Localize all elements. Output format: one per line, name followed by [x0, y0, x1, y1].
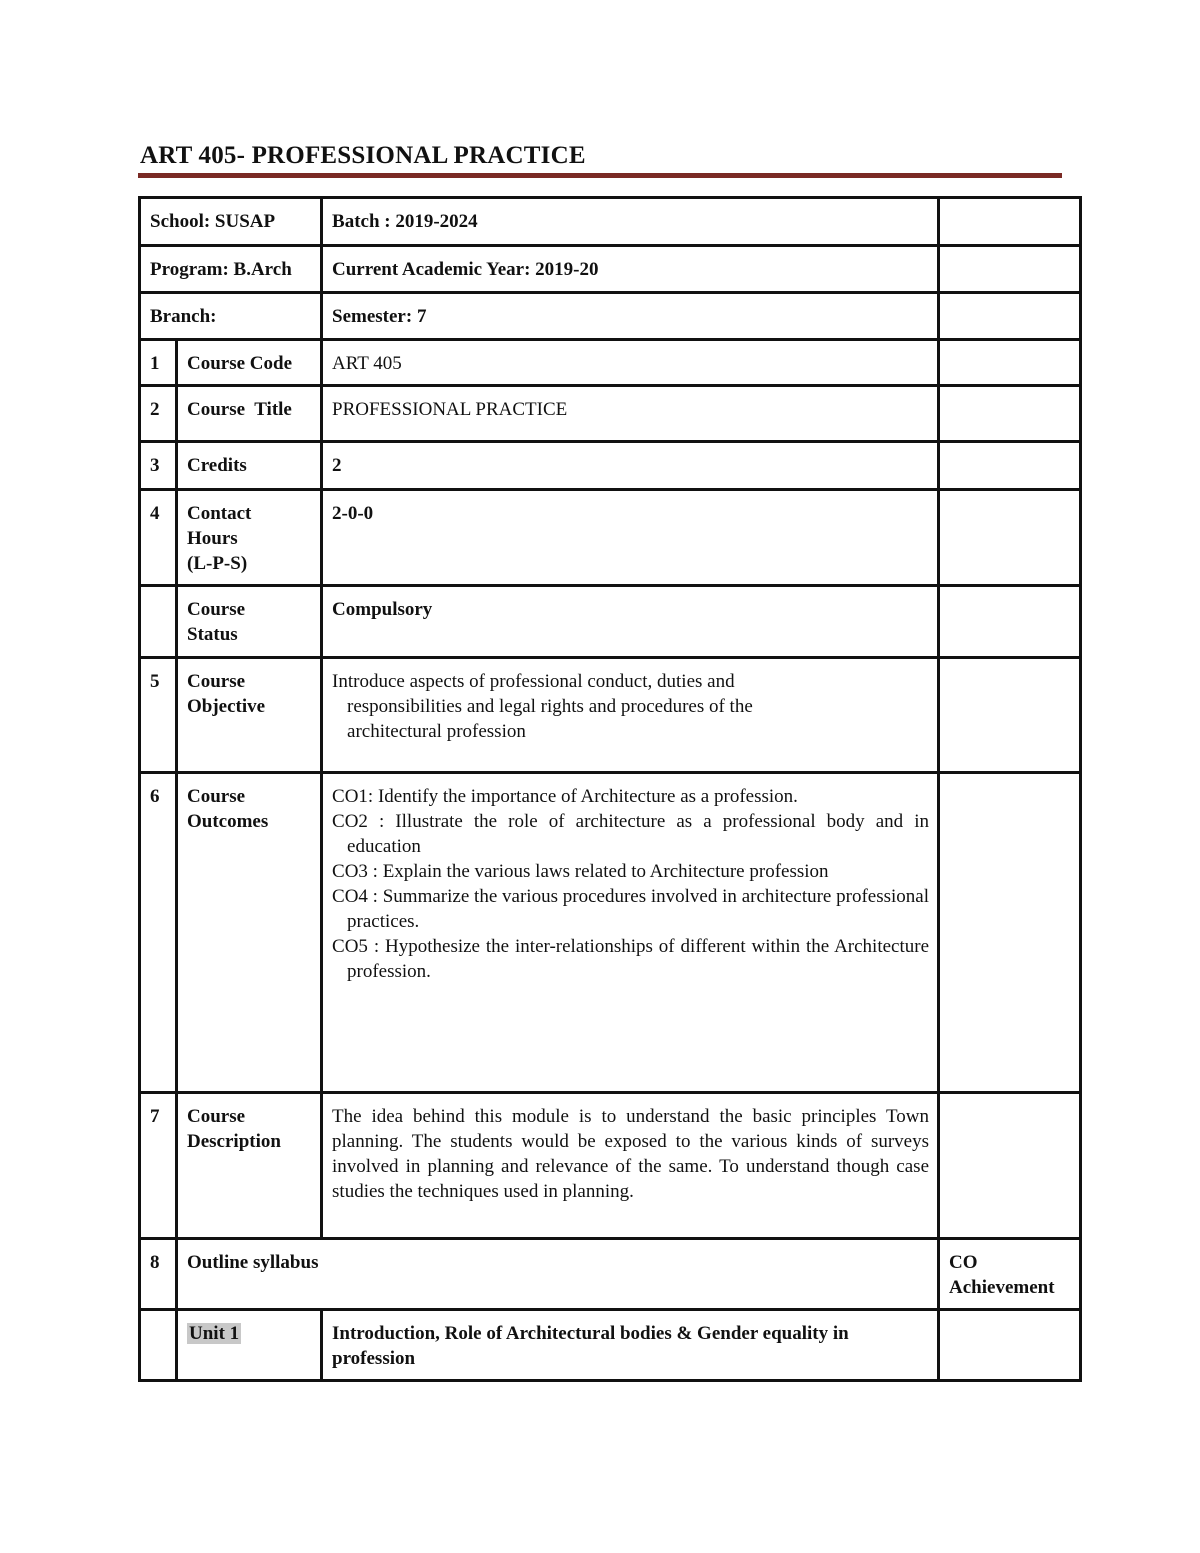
- row-course-code: [140, 340, 1081, 386]
- row-school: [140, 198, 1081, 246]
- row-course-status: [140, 586, 1081, 658]
- program-cell: Program: B.Arch: [140, 246, 322, 293]
- row-label: Credits: [177, 442, 322, 490]
- outcome-item: CO4 : Summarize the various procedures involved in architecture professional practices.: [332, 886, 930, 932]
- row-number: 6: [140, 773, 177, 1093]
- row-credits: [140, 442, 1081, 490]
- unit-title: Introduction, Role of Architectural bodies & Gender equality in profession: [322, 1310, 939, 1381]
- course-status-value: Compulsory: [322, 586, 939, 658]
- label-line: Outcomes: [187, 811, 269, 832]
- co-cell-empty: [939, 1310, 1081, 1381]
- co-achievement-header: [939, 1239, 1081, 1310]
- label-line: Course: [187, 671, 246, 692]
- row-course-objective: [140, 658, 1081, 773]
- co-cell-empty: [939, 246, 1081, 293]
- unit-label: Unit 1: [189, 1323, 240, 1344]
- syllabus-table: [138, 196, 1082, 1382]
- outline-syllabus-label: Outline syllabus: [177, 1239, 939, 1310]
- co-cell-empty: [939, 586, 1081, 658]
- co-cell-empty: [939, 773, 1081, 1093]
- row-number: 5: [140, 658, 177, 773]
- contact-hours-value: 2-0-0: [322, 490, 939, 586]
- row-contact-hours: [140, 490, 1081, 586]
- label-line: Contact: [187, 503, 252, 524]
- row-outline-syllabus: [140, 1239, 1081, 1310]
- course-objective-value: [322, 658, 939, 773]
- school-cell: School: SUSAP: [140, 198, 322, 246]
- label-line: (L-P-S): [187, 553, 248, 574]
- label-line: Hours: [187, 528, 238, 549]
- label-line: Status: [187, 624, 238, 645]
- co-cell-empty: [939, 442, 1081, 490]
- co-cell-empty: [939, 386, 1081, 442]
- page-title: ART 405- PROFESSIONAL PRACTICE: [140, 142, 586, 169]
- row-label: [177, 773, 322, 1093]
- row-number: 8: [140, 1239, 177, 1310]
- row-unit-1: [140, 1310, 1081, 1381]
- label-line: Course: [187, 599, 246, 620]
- unit-label-cell: [177, 1310, 322, 1381]
- row-number: 1: [140, 340, 177, 386]
- course-title-value: PROFESSIONAL PRACTICE: [322, 386, 939, 442]
- course-outcomes-list: [322, 773, 939, 1093]
- row-number: [140, 586, 177, 658]
- row-course-outcomes: [140, 773, 1081, 1093]
- co-cell-empty: [939, 1093, 1081, 1239]
- row-branch: [140, 293, 1081, 340]
- row-label: Course Title: [177, 386, 322, 442]
- row-label: [177, 658, 322, 773]
- co-cell-empty: [939, 340, 1081, 386]
- row-number: 4: [140, 490, 177, 586]
- row-number-empty: [140, 1310, 177, 1381]
- label-line: Course: [187, 1106, 246, 1127]
- co-cell-empty: [939, 658, 1081, 773]
- outcome-item: CO2 : Illustrate the role of architecture as a professional body and in education: [332, 811, 930, 857]
- title-rule: [138, 173, 1062, 178]
- objective-text: Introduce aspects of professional conduct, duties and responsibilities and legal rights and procedures of the architectural profession: [332, 671, 753, 742]
- outcome-item: CO5 : Hypothesize the inter-relationships of different within the Architecture profession.: [332, 936, 930, 982]
- row-number: 7: [140, 1093, 177, 1239]
- co-cell-empty: [939, 293, 1081, 340]
- row-course-title: [140, 386, 1081, 442]
- batch-cell: Batch : 2019-2024: [322, 198, 939, 246]
- row-label: [177, 586, 322, 658]
- course-code-value: ART 405: [322, 340, 939, 386]
- row-number: 3: [140, 442, 177, 490]
- label-line: Description: [187, 1131, 281, 1152]
- academic-year-cell: Current Academic Year: 2019-20: [322, 246, 939, 293]
- co-header-line: CO: [949, 1252, 978, 1273]
- row-label: [177, 490, 322, 586]
- course-description-value: The idea behind this module is to understand the basic principles Town planning. The students would be exposed to the various kinds of surveys involved in planning and relevance of the same. To understand though case studies the techniques used in planning.: [322, 1093, 939, 1239]
- co-header-line: Achievement: [949, 1277, 1055, 1298]
- outcome-item: CO3 : Explain the various laws related to Architecture profession: [332, 861, 829, 882]
- co-cell-empty: [939, 490, 1081, 586]
- row-label: [177, 1093, 322, 1239]
- outcome-item: CO1: Identify the importance of Architecture as a profession.: [332, 786, 798, 807]
- credits-value: 2: [322, 442, 939, 490]
- row-course-description: [140, 1093, 1081, 1239]
- co-cell-empty: [939, 198, 1081, 246]
- branch-cell: Branch:: [140, 293, 322, 340]
- semester-cell: Semester: 7: [322, 293, 939, 340]
- row-number: 2: [140, 386, 177, 442]
- label-line: Objective: [187, 696, 266, 717]
- label-line: Course: [187, 786, 246, 807]
- row-label: Course Code: [177, 340, 322, 386]
- row-program: [140, 246, 1081, 293]
